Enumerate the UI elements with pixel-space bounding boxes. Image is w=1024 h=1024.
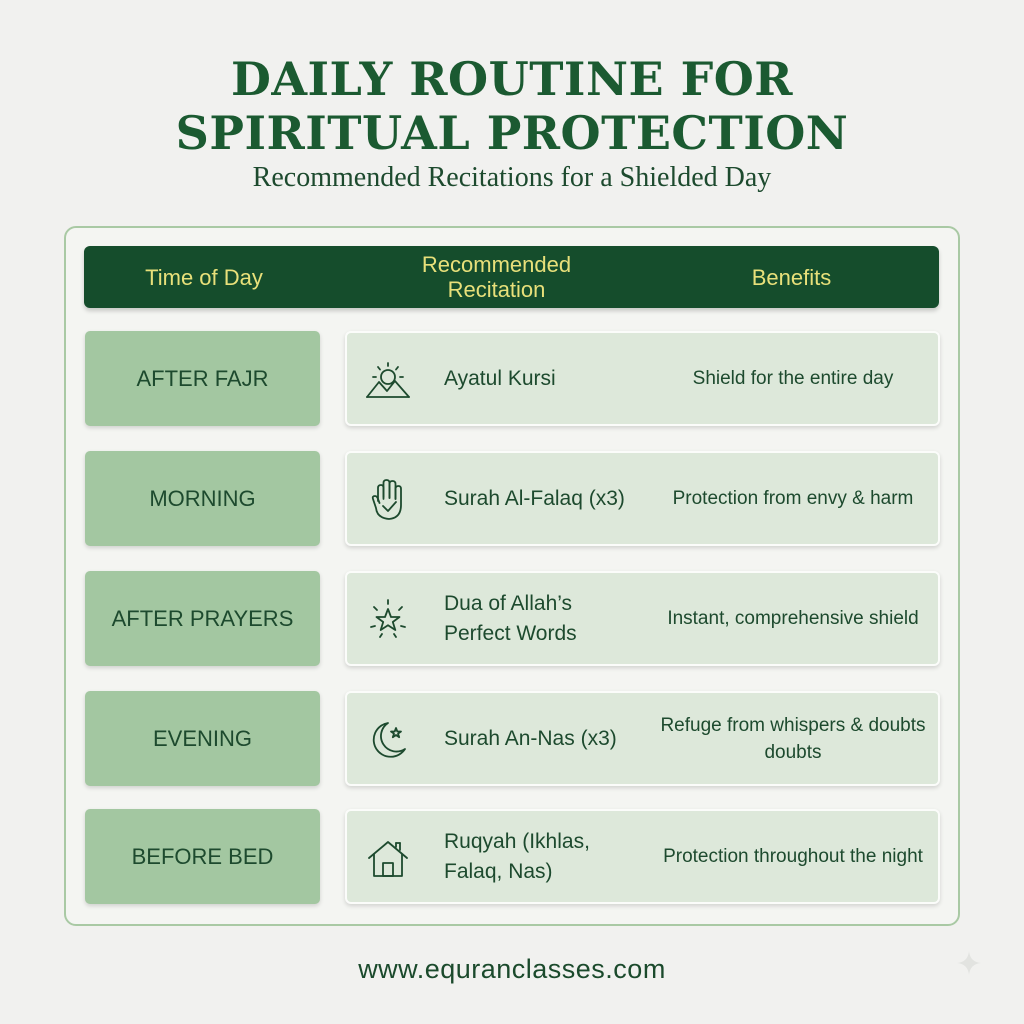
time-cell-before-bed: BEFORE BED [85, 809, 320, 904]
star-icon [363, 595, 413, 645]
header-recommended-recitation: Recommended Recitation [421, 252, 572, 302]
table-row [345, 451, 940, 546]
time-cell-morning: MORNING [85, 451, 320, 546]
page-subtitle: Recommended Recitations for a Shielded Day [252, 162, 772, 193]
time-cell-evening: EVENING [85, 691, 320, 786]
header-benefits: Benefits [751, 264, 832, 290]
title-line-2: SPIRITUAL PROTECTION [175, 106, 849, 160]
footer-website: www.equranclasses.com [358, 954, 666, 984]
table-row [345, 571, 940, 666]
benefit-text: Shield for the entire day [692, 368, 894, 389]
recitation-text: Ruqyah (Ikhlas, Falaq, Nas) [444, 829, 590, 883]
sparkle-icon [956, 950, 982, 976]
table-row [345, 809, 940, 904]
table-row [345, 331, 940, 426]
time-cell-after-fajr: AFTER FAJR [85, 331, 320, 426]
header-time-of-day: Time of Day [145, 264, 263, 290]
page-title [0, 52, 1024, 160]
table-row [345, 691, 940, 786]
benefit-text: Instant, comprehensive shield [667, 608, 919, 629]
sunrise-icon [363, 355, 413, 405]
crescent-star-icon [363, 715, 413, 765]
title-line-1: DAILY ROUTINE FOR [230, 52, 794, 106]
benefit-text: Refuge from whispers & doubts doubts [660, 714, 926, 763]
time-cell-after-prayers: AFTER PRAYERS [85, 571, 320, 666]
recitation-text: Surah Al-Falaq (x3) [444, 486, 625, 510]
recitation-text: Surah An-Nas (x3) [444, 726, 617, 750]
table-header [84, 246, 939, 308]
house-icon [363, 833, 413, 883]
recitation-text: Dua of Allah’s Perfect Words [444, 591, 577, 645]
recitation-text: Ayatul Kursi [444, 366, 556, 390]
hand-icon [363, 475, 413, 525]
benefit-text: Protection from envy & harm [672, 488, 914, 509]
benefit-text: Protection throughout the night [663, 846, 923, 867]
